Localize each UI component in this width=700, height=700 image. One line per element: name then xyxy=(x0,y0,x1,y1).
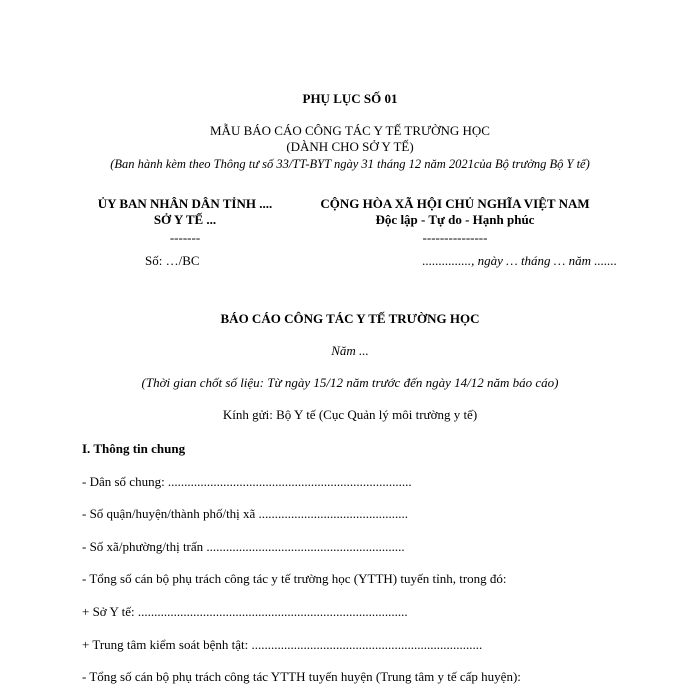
issued-note: (Ban hành kèm theo Thông tư số 33/TT-BYT ngày 31 tháng 12 năm 2021của Bộ trưởng Bộ Y tế) xyxy=(110,157,590,171)
info-line-district-staff: - Tổng số cán bộ phụ trách công tác YTTH tuyến huyện (Trung tâm y tế cấp huyện): xyxy=(82,669,521,684)
document-number: Số: …/BC xyxy=(145,253,200,268)
addressee: Kính gửi: Bộ Y tế (Cục Quản lý môi trường y tế) xyxy=(222,407,478,422)
place-date-line: ..............., ngày … tháng … năm ....... xyxy=(422,253,617,268)
info-line-districts: - Số quận/huyện/thành phố/thị xã .............................................. xyxy=(82,506,409,521)
national-header-block xyxy=(290,196,620,246)
info-line-provincial-staff: - Tổng số cán bộ phụ trách công tác y tế trường học (YTTH) tuyến tỉnh, trong đó: xyxy=(82,571,507,586)
report-year: Năm ... xyxy=(331,343,369,358)
period-note: (Thời gian chốt số liệu: Từ ngày 15/12 năm trước đến ngày 14/12 năm báo cáo) xyxy=(141,375,559,390)
org-name-line2: SỞ Y TẾ ... xyxy=(153,212,217,227)
org-separator: ------- xyxy=(169,230,201,245)
section-heading: I. Thông tin chung xyxy=(82,441,186,456)
form-subtitle: (DÀNH CHO SỞ Y TẾ) xyxy=(286,139,414,154)
national-motto: Độc lập - Tự do - Hạnh phúc xyxy=(375,212,535,227)
issuing-org-block xyxy=(80,196,290,246)
nation-name: CỘNG HÒA XÃ HỘI CHỦ NGHĨA VIỆT NAM xyxy=(320,196,590,211)
org-name-line1: ỦY BAN NHÂN DÂN TỈNH .... xyxy=(97,196,273,211)
report-title: BÁO CÁO CÔNG TÁC Y TẾ TRƯỜNG HỌC xyxy=(220,311,480,326)
info-line-population: - Dân số chung: ........................................................................... xyxy=(82,474,412,489)
info-line-communes: - Số xã/phường/thị trấn ............................................................. xyxy=(82,539,405,554)
info-line-health-dept: + Sở Y tế: ................................................................................... xyxy=(82,604,408,619)
appendix-heading: PHỤ LỤC SỐ 01 xyxy=(302,91,398,106)
form-title: MẪU BÁO CÁO CÔNG TÁC Y TẾ TRƯỜNG HỌC xyxy=(210,123,490,138)
info-line-cdc: + Trung tâm kiểm soát bệnh tật: ....................................................................... xyxy=(82,637,483,652)
motto-separator: --------------- xyxy=(422,230,488,245)
